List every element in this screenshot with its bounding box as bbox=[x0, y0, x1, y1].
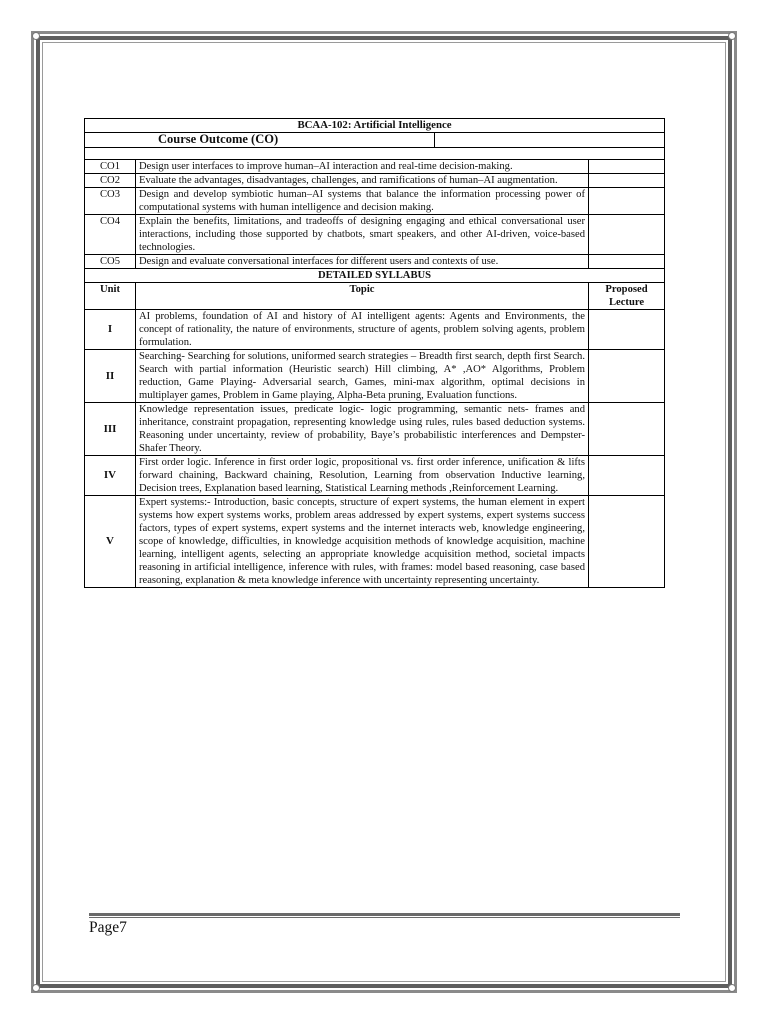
footer-rule-thick bbox=[89, 913, 680, 916]
unit-row bbox=[85, 456, 665, 496]
co-row bbox=[85, 215, 665, 255]
unit-topic: First order logic. Inference in first order logic, propositional vs. first order inference, unification & lifts forward chaining, Backward chaining, Resolution, Learning from observation Inductive learning, Decision trees, Explanation based learning, Statistical Learning methods ,Reinforcement Learning. bbox=[136, 456, 589, 496]
syllabus-heading: DETAILED SYLLABUS bbox=[85, 269, 665, 283]
border-corner-ornament-bottom-left bbox=[32, 984, 40, 992]
co-text: Evaluate the advantages, disadvantages, challenges, and ramifications of human–AI augmentation. bbox=[136, 174, 589, 188]
co-id: CO5 bbox=[85, 255, 136, 269]
co-text: Explain the benefits, limitations, and tradeoffs of designing engaging and ethical conversational user interactions, including those supported by chatbots, smart speakers, and other AI-driven, voice-based technologies. bbox=[136, 215, 589, 255]
co-id: CO1 bbox=[85, 160, 136, 174]
course-outcome-heading: Course Outcome (CO) bbox=[88, 133, 435, 147]
co-id: CO2 bbox=[85, 174, 136, 188]
syllabus-heading-row bbox=[85, 269, 665, 283]
co-row bbox=[85, 160, 665, 174]
co-empty-cell bbox=[589, 255, 665, 269]
unit-number: V bbox=[85, 496, 136, 588]
unit-topic: AI problems, foundation of AI and history of AI intelligent agents: Agents and Environments, the concept of rationality, the nature of environments, structure of agents, problem solving agents, problem formulation. bbox=[136, 310, 589, 350]
unit-topic: Searching- Searching for solutions, uniformed search strategies – Breadth first search, depth first Search. Search with partial information (Heuristic search) Hill climbing, A* ,AO* Algorithms, Problem reduction, Game Playing- Adversarial search, Games, mini-max algorithm, optimal decisions in multiplayer games, Problem in Game playing, Alpha-Beta pruning, Evaluation functions. bbox=[136, 350, 589, 403]
course-title-row bbox=[85, 119, 665, 133]
course-title: BCAA-102: Artificial Intelligence bbox=[85, 119, 665, 133]
column-header-topic: Topic bbox=[136, 283, 589, 310]
blank-row bbox=[85, 148, 665, 160]
co-row bbox=[85, 255, 665, 269]
co-text: Design and develop symbiotic human–AI systems that balance the information processing power of computational systems with human intelligence and decision making. bbox=[136, 188, 589, 215]
page-number: Page7 bbox=[89, 919, 127, 936]
co-text: Design user interfaces to improve human–AI interaction and real-time decision-making. bbox=[136, 160, 589, 174]
unit-lecture-cell bbox=[589, 496, 665, 588]
border-corner-ornament-top-left bbox=[32, 32, 40, 40]
border-corner-ornament-bottom-right bbox=[728, 984, 736, 992]
unit-topic: Expert systems:- Introduction, basic concepts, structure of expert systems, the human element in expert systems how expert systems works, problem areas addressed by expert systems, expert systems success factors, types of expert systems, expert systems and the internet interacts web, knowledge engineering, scope of knowledge, difficulties, in knowledge acquisition methods of knowledge acquisition, machine learning, intelligent agents, selecting an appropriate knowledge acquisition method, societal impacts reasoning in artificial intelligence, inference with rules, with frames: model based reasoning, case based reasoning, explanation & meta knowledge inference with uncertainty representing uncertainty. bbox=[136, 496, 589, 588]
co-empty-cell bbox=[589, 215, 665, 255]
unit-number: III bbox=[85, 403, 136, 456]
co-id: CO4 bbox=[85, 215, 136, 255]
column-header-unit: Unit bbox=[85, 283, 136, 310]
unit-lecture-cell bbox=[589, 350, 665, 403]
co-text: Design and evaluate conversational interfaces for different users and contexts of use. bbox=[136, 255, 589, 269]
unit-lecture-cell bbox=[589, 310, 665, 350]
unit-lecture-cell bbox=[589, 456, 665, 496]
co-empty-cell bbox=[589, 174, 665, 188]
unit-topic: Knowledge representation issues, predicate logic- logic programming, semantic nets- frames and inheritance, constraint propagation, representing knowledge using rules, rules based deduction systems. Reasoning under uncertainty, review of probability, Baye’s probabilistic interferences and Dempster-Shafer Theory. bbox=[136, 403, 589, 456]
co-row bbox=[85, 174, 665, 188]
syllabus-column-header-row bbox=[85, 283, 665, 310]
co-empty-cell bbox=[589, 160, 665, 174]
border-corner-ornament-top-right bbox=[728, 32, 736, 40]
footer-rule-thin bbox=[89, 917, 680, 918]
unit-row bbox=[85, 403, 665, 456]
unit-number: IV bbox=[85, 456, 136, 496]
column-header-proposed-lecture: Proposed Lecture bbox=[589, 283, 665, 310]
unit-row bbox=[85, 496, 665, 588]
unit-lecture-cell bbox=[589, 403, 665, 456]
course-outcome-heading-row bbox=[85, 133, 665, 148]
co-row bbox=[85, 188, 665, 215]
unit-row bbox=[85, 350, 665, 403]
unit-number: II bbox=[85, 350, 136, 403]
unit-row bbox=[85, 310, 665, 350]
co-empty-cell bbox=[589, 188, 665, 215]
co-id: CO3 bbox=[85, 188, 136, 215]
unit-number: I bbox=[85, 310, 136, 350]
syllabus-table bbox=[84, 118, 665, 588]
